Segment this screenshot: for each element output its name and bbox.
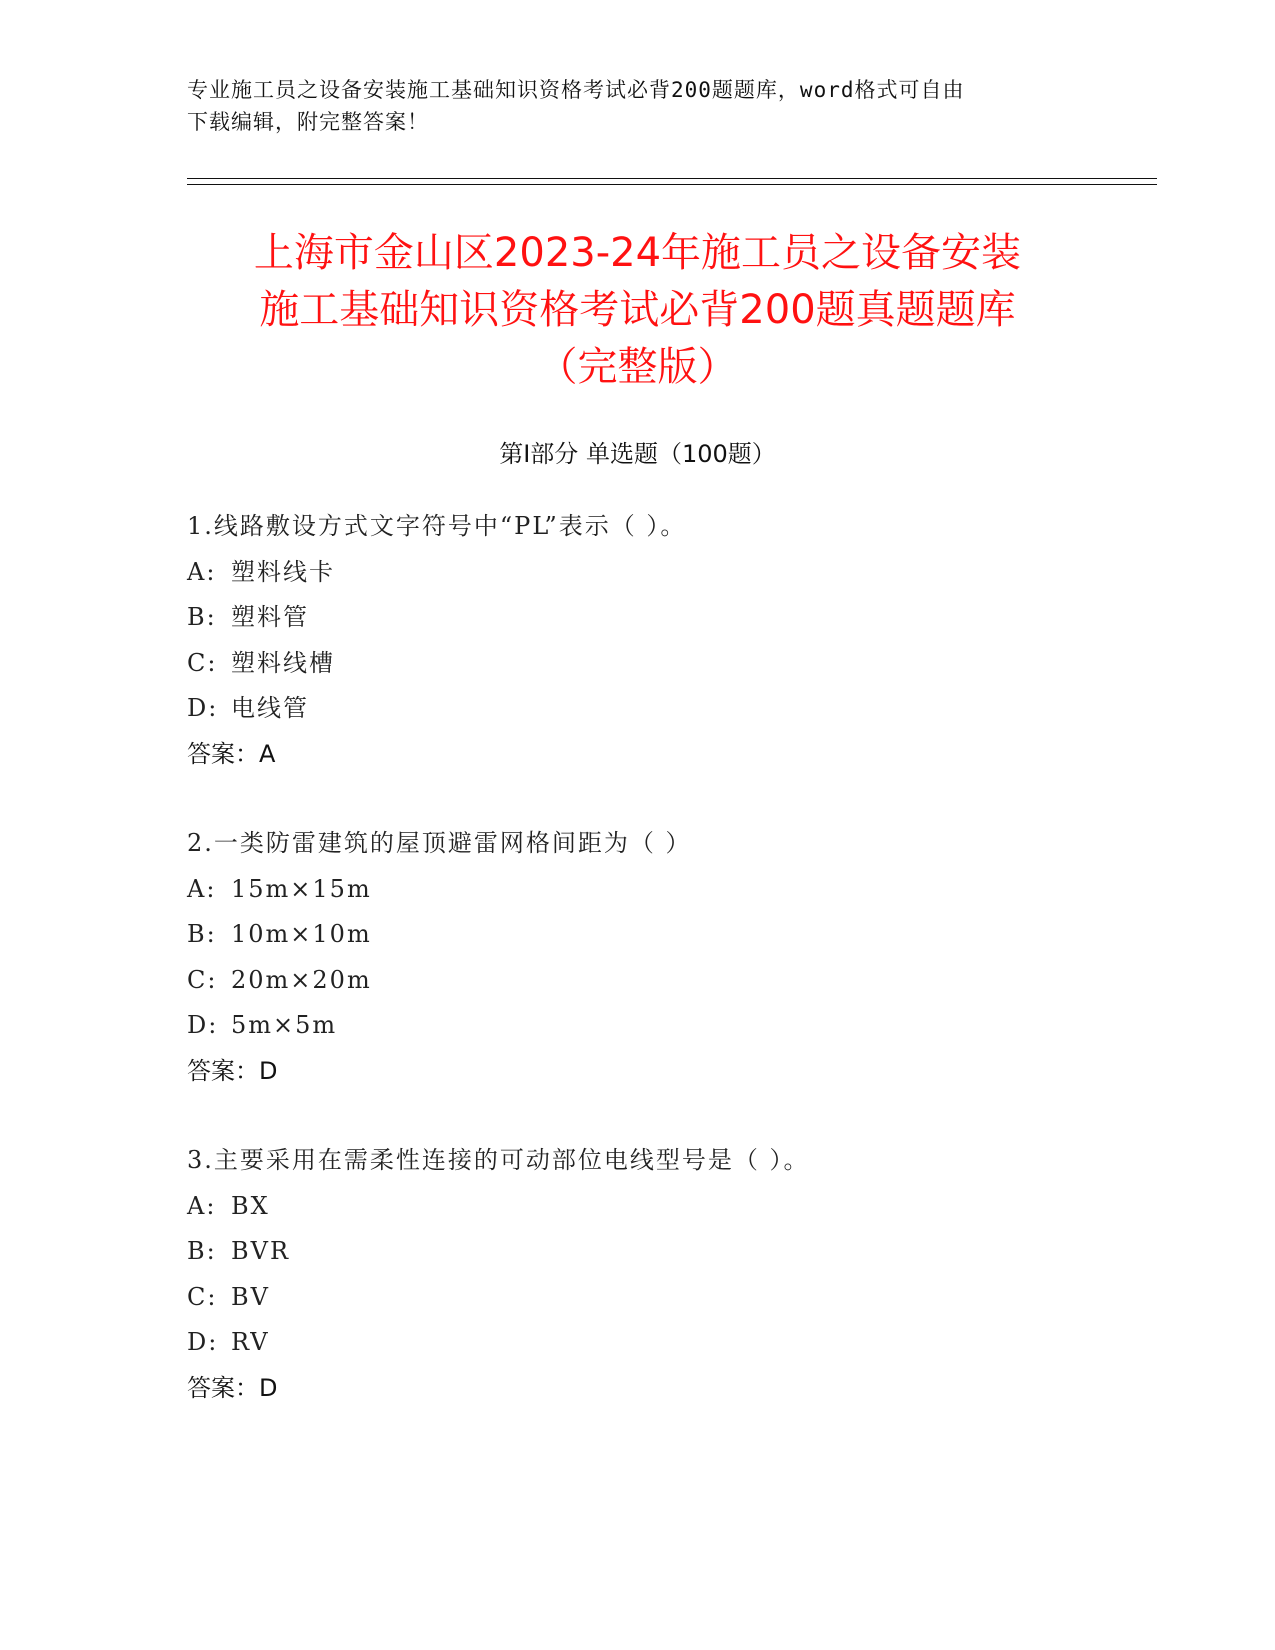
option-b xyxy=(187,1229,1087,1275)
option-c xyxy=(187,1275,1087,1321)
option-b xyxy=(187,595,1087,641)
option-d xyxy=(187,1003,1087,1049)
option-letter: C: xyxy=(187,965,218,994)
answer-line: 答案：A xyxy=(187,739,276,768)
divider-line xyxy=(187,184,1157,185)
option-letter: B: xyxy=(187,920,217,948)
option-text: BVR xyxy=(231,1237,291,1265)
option-letter: B: xyxy=(187,603,217,631)
question-stem: 3.主要采用在需柔性连接的可动部位电线型号是（ ）。 xyxy=(187,1146,810,1174)
title-line-2: 施工基础知识资格考试必背200题真题题库 xyxy=(259,287,1016,333)
option-letter: A: xyxy=(187,874,217,903)
intro-line-1: 专业施工员之设备安装施工基础知识资格考试必背200题题库，word格式可自由 xyxy=(187,78,965,102)
option-text: 15m×15m xyxy=(231,874,372,903)
option-a xyxy=(187,550,1087,596)
option-d xyxy=(187,1320,1087,1366)
answer-line: 答案：D xyxy=(187,1056,278,1085)
option-b xyxy=(187,912,1087,958)
option-letter: D: xyxy=(187,1328,219,1356)
option-text: 塑料线卡 xyxy=(231,557,335,586)
divider-line xyxy=(187,178,1157,179)
option-text: BV xyxy=(231,1282,270,1311)
option-text: 电线管 xyxy=(231,694,309,722)
option-letter: B: xyxy=(187,1237,217,1265)
option-text: 5m×5m xyxy=(231,1011,338,1039)
option-text: 20m×20m xyxy=(231,965,372,994)
question-block xyxy=(187,504,1087,777)
option-letter: D: xyxy=(187,694,219,722)
intro-text xyxy=(187,74,1067,138)
option-d xyxy=(187,686,1087,732)
option-letter: C: xyxy=(187,1282,218,1311)
question-stem: 2.一类防雷建筑的屋顶避雷网格间距为（ ） xyxy=(187,829,692,857)
option-a xyxy=(187,1184,1087,1230)
title-line-1: 上海市金山区2023-24年施工员之设备安装 xyxy=(253,230,1022,276)
option-text: 塑料管 xyxy=(231,603,309,631)
question-block xyxy=(187,1138,1087,1411)
question-stem: 1.线路敷设方式文字符号中“PL”表示（ ）。 xyxy=(187,512,687,540)
option-text: 塑料线槽 xyxy=(231,648,335,677)
option-text: 10m×10m xyxy=(231,920,372,948)
answer-line: 答案：D xyxy=(187,1373,278,1402)
option-c xyxy=(187,641,1087,687)
document-title xyxy=(150,225,1125,396)
option-a xyxy=(187,867,1087,913)
option-letter: C: xyxy=(187,648,218,677)
intro-line-2: 下载编辑，附完整答案！ xyxy=(187,110,429,134)
title-line-3: （完整版） xyxy=(537,344,738,390)
question-block xyxy=(187,821,1087,1094)
section-heading: 第Ⅰ部分 单选题（100题） xyxy=(499,440,776,468)
option-letter: A: xyxy=(187,1191,217,1220)
option-letter: D: xyxy=(187,1011,219,1039)
option-letter: A: xyxy=(187,557,217,586)
option-text: RV xyxy=(231,1328,270,1356)
option-c xyxy=(187,958,1087,1004)
option-text: BX xyxy=(231,1191,270,1220)
